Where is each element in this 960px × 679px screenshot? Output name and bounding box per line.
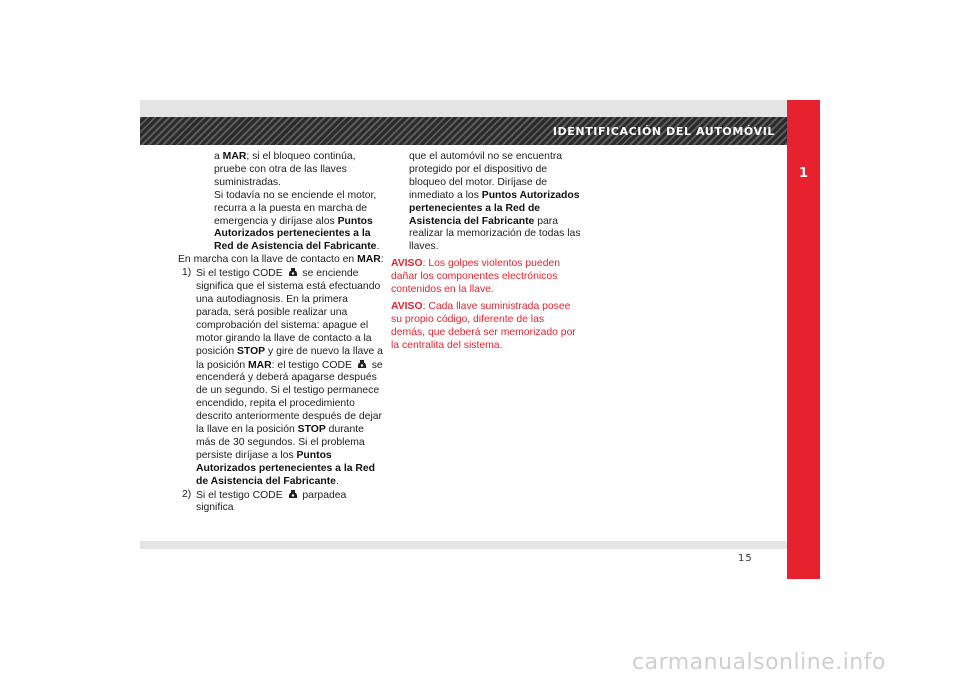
text: y gire de nuevo la llave a la posición: [196, 345, 383, 371]
text-column-right: [391, 151, 581, 353]
bold-text: STOP: [237, 345, 266, 357]
header-top-band: [140, 100, 787, 117]
warning-label: AVISO: [391, 300, 423, 312]
paragraph: [196, 190, 386, 255]
bold-text: STOP: [297, 424, 326, 436]
car-key-icon: [357, 359, 367, 369]
paragraph: [178, 254, 386, 267]
text: se enciende significa que el sistema está efectuando una autodiagnosis. En la primera parada, será posible realizar una comprobación del sistema: apague el motor girando la llave de contacto a la posición: [196, 268, 381, 357]
text: :: [380, 254, 384, 266]
list-number: 2): [182, 488, 192, 500]
text: Si el testigo CODE: [196, 489, 283, 501]
text: que el automóvil no se encuentra protegido por el dispositivo de bloqueo del motor. Diríjase de inmediato a los: [409, 151, 563, 201]
section-title: IDENTIFICACIÓN DEL AUTOMÓVIL: [552, 125, 775, 138]
text: .: [376, 241, 380, 253]
list-number: 1): [182, 267, 192, 279]
bold-text: Puntos Autorizados pertenecientes a la Red de Asistencia del Fabricante: [409, 189, 580, 227]
text-column-left: [178, 151, 386, 515]
text: ; si el bloqueo continúa, pruebe con otra de las llaves suministradas.: [214, 151, 356, 188]
bold-text: MAR: [222, 151, 247, 162]
text: a: [214, 151, 223, 162]
warning-note: [391, 301, 581, 353]
warning-label: AVISO: [391, 258, 423, 270]
paragraph: [196, 151, 386, 190]
text: En marcha con la llave de contacto en: [178, 254, 358, 266]
watermark: carmanualsonline.info: [632, 650, 886, 675]
warning-text: : Cada llave suministrada posee su propio código, diferente de las demás, que deberá ser memorizado por la centralita del sistema.: [391, 300, 576, 351]
car-key-icon: [288, 489, 298, 499]
bold-text: MAR: [357, 254, 381, 266]
text: : el testigo CODE: [271, 359, 352, 371]
list-item: [178, 267, 386, 488]
text: parpadea significa: [196, 489, 347, 514]
page-number: 15: [738, 553, 753, 564]
chapter-tab-lower: [787, 243, 820, 579]
text: para realizar la memorización de todas las llaves.: [409, 215, 581, 253]
text: .: [335, 475, 339, 487]
section-header-bar: [140, 117, 787, 145]
footer-band: [140, 541, 787, 549]
chapter-number: 1: [798, 166, 809, 181]
paragraph: [391, 151, 581, 254]
bold-text: MAR: [247, 359, 272, 371]
text: se encenderá y deberá apagarse después de un segundo. Si el testigo permanece encendido, repita el procedimiento descrito anteriormente después de dejar la llave en la posición: [196, 359, 383, 436]
text: Si el testigo CODE: [196, 268, 283, 280]
warning-note: [391, 258, 581, 297]
bold-text: Puntos Autorizados pertenecientes a la Red de Asistencia del Fabricante: [214, 215, 377, 253]
text: durante más de 30 segundos. Si el problema persiste diríjase a los: [196, 424, 365, 461]
car-key-icon: [288, 267, 298, 277]
warning-text: : Los golpes violentos pueden dañar los componentes electrónicos contenidos en la llave.: [391, 258, 561, 296]
list-item: [178, 489, 386, 516]
bold-text: Puntos Autorizados pertenecientes a la Red de Asistencia del Fabricante: [196, 449, 376, 487]
text: Si todavía no se enciende el motor, recurra a la puesta en marcha de emergencia y diríjase alos: [214, 189, 377, 227]
